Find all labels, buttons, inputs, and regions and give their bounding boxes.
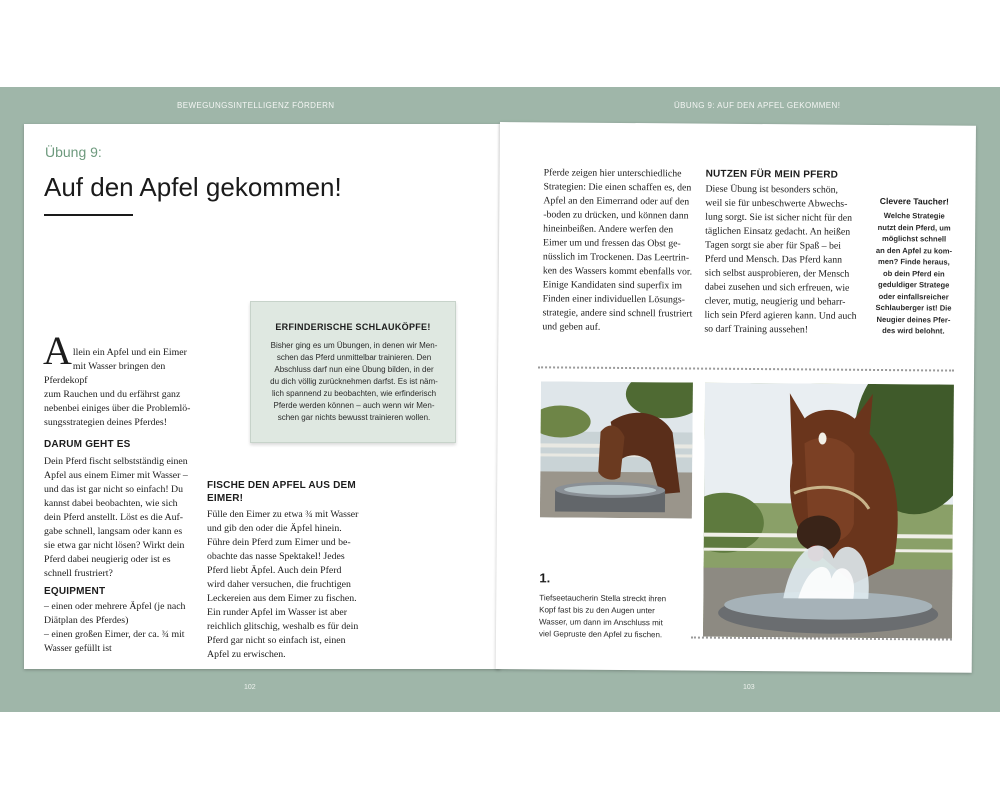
intro-paragraph: [43, 328, 194, 430]
body-line: Apfel zu erwischen.: [207, 649, 286, 660]
body-line: -boden zu drücken, und können dann: [543, 209, 689, 222]
sidebar-tip: [870, 196, 957, 337]
intro-line: zum Rauchen und du erfährst ganz: [44, 389, 181, 400]
body-line: so darf Training aussehen!: [704, 323, 809, 336]
section-body: [207, 508, 377, 662]
body-line: Führe dein Pferd zum Eimer und be-: [207, 537, 351, 548]
heading-line: FISCHE DEN APFEL AUS DEM: [207, 480, 356, 491]
sidebar-line: an den Apfel zu kom-: [875, 245, 953, 256]
body-line: sie etwa gar nicht lösen? Wirkt dein: [44, 540, 185, 551]
sidebar-line: oder einfallsreicher: [878, 291, 949, 302]
body-line: Finden einer individuellen Lösungs-: [542, 293, 685, 306]
body-line: Diese Übung ist besonders schön,: [705, 183, 839, 196]
body-line: Fülle den Eimer zu etwa ¾ mit Wasser: [207, 509, 359, 520]
body-line: täglichen Einsatz gedacht. An heißen: [705, 225, 851, 238]
body-line: schnell frustriert?: [44, 568, 113, 579]
box-line: du dich völlig zurücknehmen darfst. Es ist näm-: [270, 377, 438, 386]
body-line: Leckereien aus dem Eimer zu fischen.: [207, 593, 357, 604]
title-rule: [44, 214, 133, 216]
intro-line: mit Wasser bringen den Pferdekopf: [44, 361, 166, 386]
body-line: clever, mutig, neugierig und beharr-: [704, 295, 846, 308]
sidebar-line: des wird belohnt.: [882, 326, 945, 336]
caption-line: Wasser, um dann im Anschluss mit: [539, 617, 663, 628]
body-line: lung sorgt. Sie ist sicher nicht für den: [705, 211, 853, 224]
body-line: kannst dabei beobachten, wie sich: [44, 498, 178, 509]
box-line: Abschluss darf nun eine Übung bilden, in der: [274, 365, 434, 374]
drop-cap: A: [43, 328, 72, 373]
sidebar-line: möglichst schnell: [881, 234, 947, 244]
body-line: Ein runder Apfel im Wasser ist aber: [207, 607, 347, 618]
body-line: gabe schnell, langsam oder kann es: [44, 526, 183, 537]
body-line: strategie, andere sind schnell frustriert: [542, 307, 693, 320]
box-line: schen gar nichts bewusst trainieren wollen.: [277, 413, 431, 422]
body-line: Pferde zeigen hier unterschiedliche: [543, 167, 682, 180]
right-running-head: ÜBUNG 9: AUF DEN APFEL GEKOMMEN!: [674, 101, 841, 110]
sidebar-line: Welche Strategie: [883, 211, 945, 221]
body-line: Pferd gar nicht so einfach ist, einen: [207, 635, 346, 646]
intro-line: llein ein Apfel und ein Eimer: [72, 347, 187, 358]
section-body: [704, 183, 865, 338]
body-line: Pferd dabei neugierig oder ist es: [44, 554, 171, 565]
body-line: sich selbst ausprobieren, der Mensch: [704, 267, 850, 280]
caption-number: 1.: [539, 570, 551, 586]
sidebar-heading: Clevere Taucher!: [879, 195, 949, 207]
caption-line: Tiefseetaucherin Stella streckt ihren: [539, 593, 667, 604]
body-line: und geben auf.: [542, 321, 601, 333]
right-column-1: [542, 166, 703, 335]
body-line: obachte das nasse Spektakel! Jedes: [207, 551, 345, 562]
list-item: – einen großen Eimer, der ca. ¾ mit: [44, 629, 185, 640]
body-line: reichlich glitschig, weshalb es für dein: [207, 621, 359, 632]
section-equipment: [44, 585, 204, 656]
section-benefit: [704, 168, 865, 338]
photo-caption: [539, 592, 699, 641]
box-line: Bisher ging es um Übungen, in denen wir Men-: [270, 341, 438, 350]
section-heading: [207, 479, 377, 505]
dotted-divider: [538, 366, 954, 371]
body-line: Dein Pferd fischt selbstständig einen: [44, 456, 188, 467]
box-line: Pferde werden können – auch wenn wir Men-: [273, 401, 435, 410]
body-line: dein Pferd anstellt. Löst es die Auf-: [44, 512, 184, 523]
right-page: [496, 122, 976, 673]
section-body: [44, 455, 204, 581]
body-line: dabei zusehen und sich erfreuen, wie: [704, 281, 850, 294]
body-line: hineinbeißen. Andere werfen den: [543, 223, 674, 236]
intro-line: sungsstrategien deines Pferdes!: [44, 417, 167, 428]
body-line: und das ist gar nicht so einfach! Du: [44, 484, 184, 495]
caption-line: Kopf fast bis zu den Augen unter: [539, 605, 655, 616]
list-item: Wasser gefüllt ist: [44, 643, 112, 654]
body-line: Einige Kandidaten sind superfix im: [542, 279, 683, 292]
body-line: und gib den oder die Äpfel hinein.: [207, 523, 342, 534]
exercise-label: Übung 9:: [45, 144, 102, 160]
list-item: – einen oder mehrere Äpfel (je nach: [44, 601, 186, 612]
sidebar-line: ob dein Pferd ein: [882, 268, 945, 278]
info-box: [250, 301, 456, 443]
body-line: Apfel aus einem Eimer mit Wasser –: [44, 470, 188, 481]
left-page: [24, 124, 500, 669]
sidebar-line: men? Finde heraus,: [878, 256, 950, 267]
info-box-heading: ERFINDERISCHE SCHLAUKÖPFE!: [275, 322, 431, 332]
section-heading: EQUIPMENT: [44, 586, 106, 597]
section-fish: [207, 479, 377, 662]
body-line: weil sie für unbeschwerte Abwechs-: [705, 197, 848, 210]
section-heading: NUTZEN FÜR MEIN PFERD: [705, 168, 839, 181]
section-heading: DARUM GEHT ES: [44, 439, 131, 450]
body-line: Strategien: Die einen schaffen es, den: [543, 181, 692, 194]
intro-line: nebenbei einiges über die Problemlö-: [44, 403, 191, 414]
photo-horse-large: [703, 383, 954, 639]
sidebar-line: nutzt dein Pferd, um: [877, 222, 951, 233]
body-line: nüsslich im Trockenen. Das Leertrin-: [542, 251, 690, 264]
sidebar-line: Schlauberger ist! Die: [875, 302, 952, 313]
page-title: Auf den Apfel gekommen!: [44, 172, 342, 202]
list-item: Diätplan des Pferdes): [44, 615, 129, 626]
body-line: Eimer um und fressen das Obst ge-: [543, 237, 681, 250]
caption-line: viel Gepruste den Apfel zu fischen.: [538, 629, 663, 640]
sidebar-line: Neugier deines Pfer-: [876, 314, 951, 325]
box-line: lich spannend zu beobachten, wie erfinderisch: [271, 389, 437, 398]
photo-horse-small: [540, 381, 693, 518]
body-line: lich sein Pferd agieren kann. Und auch: [704, 309, 857, 322]
sidebar-text: [870, 210, 957, 337]
body-line: Apfel an den Eimerrand oder auf den: [543, 195, 690, 208]
body-line: wird daher versuchen, die fruchtigen: [207, 579, 351, 590]
section-why: [44, 438, 204, 581]
right-page-number: 103: [743, 684, 755, 691]
body-line: ken des Wassers kommt ebenfalls vor.: [542, 265, 693, 278]
equipment-list: [44, 600, 204, 656]
heading-line: EIMER!: [207, 493, 244, 504]
info-box-text: [263, 340, 445, 424]
body-line: Tagen sorgt sie aber für Spaß – bei: [704, 239, 842, 252]
box-line: schen das Pferd unmittelbar trainieren. Den: [276, 353, 432, 362]
left-page-number: 102: [244, 684, 256, 691]
body-line: Pferd liebt Äpfel. Auch dein Pferd: [207, 565, 342, 576]
left-running-head: BEWEGUNGSINTELLIGENZ FÖRDERN: [177, 101, 335, 110]
body-line: Pferd und Mensch. Das Pferd kann: [704, 253, 843, 266]
sidebar-line: geduldiger Stratege: [878, 279, 950, 290]
